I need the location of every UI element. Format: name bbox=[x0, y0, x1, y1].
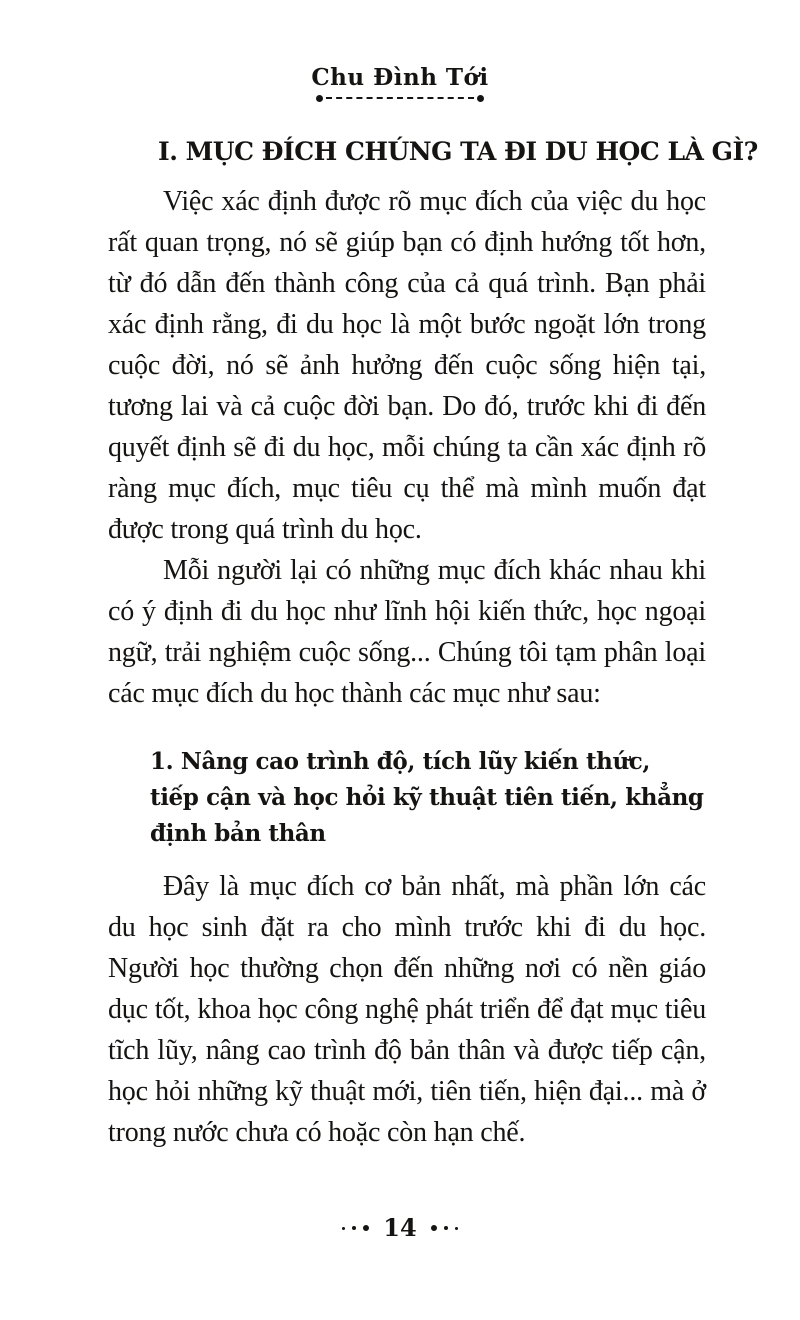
page-content bbox=[108, 136, 758, 1153]
footer-right-dots-icon bbox=[431, 1225, 458, 1231]
running-header-author: Chu Đình Tới bbox=[311, 64, 489, 91]
rule-left-dot-icon bbox=[316, 95, 323, 102]
subsection-heading: 1. Nâng cao trình độ, tích lũy kiến thức, tiếp cận và học hỏi kỹ thuật tiên tiến, khẳng định bản thân bbox=[150, 747, 704, 847]
section-heading: I. MỤC ĐÍCH CHÚNG TA ĐI DU HỌC LÀ GÌ? bbox=[158, 136, 758, 166]
header-dashed-rule bbox=[316, 95, 484, 102]
rule-right-dot-icon bbox=[477, 95, 484, 102]
page-number: 14 bbox=[383, 1213, 417, 1242]
paragraph: Việc xác định được rõ mục đích của việc du học rất quan trọng, nó sẽ giúp bạn có định hướng tốt hơn, từ đó dẫn đến thành công của cả quá trình. Bạn phải xác định rằng, đi du học là một bước ngoặt lớn trong cuộc đời, nó sẽ ảnh hưởng đến cuộc sống hiện tại, tương lai và cả cuộc đời bạn. Do đó, trước khi đi đến quyết định sẽ đi du học, mỗi chúng ta cần xác định rõ ràng mục đích, mục tiêu cụ thể mà mình muốn đạt được trong quá trình du học. bbox=[108, 185, 706, 545]
paragraph: Mỗi người lại có những mục đích khác nhau khi có ý định đi du học như lĩnh hội kiến thức, học ngoại ngữ, trải nghiệm cuộc sống... Chúng tôi tạm phân loại các mục đích du học thành các mục như sau: bbox=[108, 554, 706, 709]
rule-dashes bbox=[326, 97, 474, 99]
footer-left-dots-icon bbox=[342, 1225, 369, 1231]
page-footer bbox=[0, 1213, 800, 1242]
paragraph: Đây là mục đích cơ bản nhất, mà phần lớn các du học sinh đặt ra cho mình trước khi đi du học. Người học thường chọn đến những nơi có nền giáo dục tốt, khoa học công nghệ phát triển để đạt mục tiêu tĩch lũy, nâng cao trình độ bản thân và được tiếp cận, học hỏi những kỹ thuật mới, tiên tiến, hiện đại... mà ở trong nước chưa có hoặc còn hạn chế. bbox=[108, 870, 706, 1148]
